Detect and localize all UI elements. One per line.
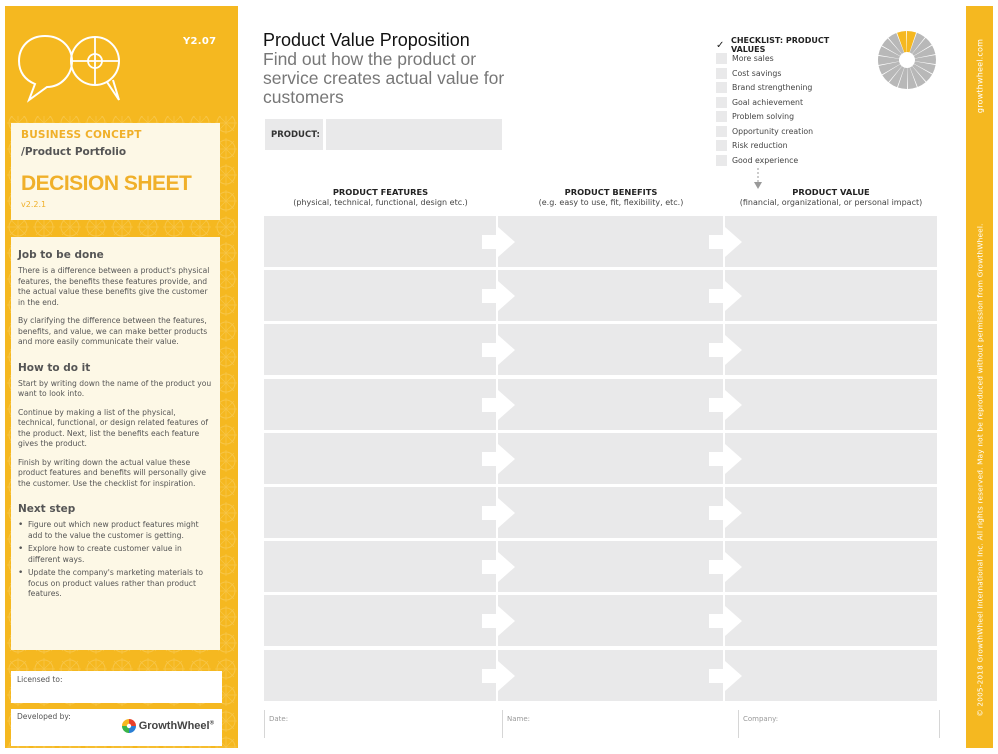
value-cell[interactable] bbox=[725, 487, 937, 538]
table-row bbox=[264, 487, 937, 538]
arrow-right-icon bbox=[482, 498, 516, 528]
job-paragraph: By clarifying the difference between the features, benefits, and value, we can make better products and more easily communicate their value. bbox=[18, 316, 208, 346]
page-title: Product Value Proposition bbox=[263, 30, 470, 50]
checkbox[interactable] bbox=[716, 53, 727, 64]
value-cell[interactable] bbox=[725, 216, 937, 267]
checklist-item[interactable]: Opportunity creation bbox=[716, 124, 866, 138]
checkbox[interactable] bbox=[716, 97, 727, 108]
arrow-right-icon bbox=[709, 281, 743, 311]
how-paragraph: Finish by writing down the actual value these product features and benefits will personally give the customer. Use the checklist for inspiration. bbox=[18, 457, 207, 488]
version-code: Y2.07 bbox=[183, 36, 217, 47]
date-field[interactable]: Date: bbox=[264, 710, 502, 738]
table-row bbox=[264, 433, 937, 484]
table-row bbox=[264, 541, 937, 592]
speech-bubbles-icon bbox=[15, 30, 130, 106]
arrow-right-icon bbox=[709, 335, 743, 365]
copyright-notice: © 2005-2018 GrowthWheel International Inc. All rights reserved. May not be reproduced without permission from GrowthWheel. bbox=[975, 223, 984, 717]
footer bbox=[264, 710, 940, 738]
benefit-cell[interactable] bbox=[498, 270, 723, 321]
company-field[interactable]: Company: bbox=[738, 710, 940, 738]
arrow-right-icon bbox=[709, 552, 743, 582]
column-header-features: PRODUCT FEATURES (physical, technical, functional, design etc.) bbox=[293, 187, 468, 207]
benefit-cell[interactable] bbox=[498, 216, 723, 267]
licensed-label: Licensed to: bbox=[17, 675, 63, 684]
feature-cell[interactable] bbox=[264, 650, 496, 701]
arrow-right-icon bbox=[482, 390, 516, 420]
arrow-right-icon bbox=[482, 606, 516, 636]
benefit-cell[interactable] bbox=[498, 541, 723, 592]
list-item: • Update the company's marketing materials to focus on product values rather than product features. bbox=[18, 568, 212, 600]
value-table bbox=[264, 216, 937, 700]
feature-cell[interactable] bbox=[264, 595, 496, 646]
value-cell[interactable] bbox=[725, 324, 937, 375]
checklist-item[interactable]: Cost savings bbox=[716, 66, 866, 80]
arrow-right-icon bbox=[709, 498, 743, 528]
checklist-item[interactable]: Risk reduction bbox=[716, 139, 866, 153]
feature-cell[interactable] bbox=[264, 270, 496, 321]
arrow-right-icon bbox=[709, 444, 743, 474]
instructions-box bbox=[11, 237, 220, 650]
arrow-right-icon bbox=[709, 661, 743, 691]
benefit-cell[interactable] bbox=[498, 379, 723, 430]
checkbox[interactable] bbox=[716, 140, 727, 151]
checklist-item[interactable]: Problem solving bbox=[716, 110, 866, 124]
checkmark-icon: ✓ bbox=[716, 39, 725, 51]
arrow-right-icon bbox=[709, 227, 743, 257]
checkbox[interactable] bbox=[716, 155, 727, 166]
checklist-item[interactable]: Good experience bbox=[716, 153, 866, 167]
concept-label: BUSINESS CONCEPT bbox=[21, 129, 142, 141]
benefit-cell[interactable] bbox=[498, 433, 723, 484]
value-cell[interactable] bbox=[725, 650, 937, 701]
product-label: PRODUCT: bbox=[265, 119, 323, 150]
column-header-value: PRODUCT VALUE (financial, organizational, or personal impact) bbox=[739, 187, 923, 207]
checkbox[interactable] bbox=[716, 68, 727, 79]
feature-cell[interactable] bbox=[264, 487, 496, 538]
concept-sub: /Product Portfolio bbox=[21, 146, 127, 158]
developed-by-box bbox=[11, 709, 222, 746]
arrow-right-icon bbox=[709, 390, 743, 420]
arrow-right-icon bbox=[482, 661, 516, 691]
growthwheel-brand-text: GrowthWheel® bbox=[138, 720, 214, 732]
table-row bbox=[264, 216, 937, 267]
growthwheel-wheel-icon bbox=[122, 719, 136, 733]
next-steps-list bbox=[18, 520, 212, 600]
table-row bbox=[264, 379, 937, 430]
benefit-cell[interactable] bbox=[498, 595, 723, 646]
product-values-checklist bbox=[716, 36, 866, 167]
list-item: • Explore how to create customer value in different ways. bbox=[18, 544, 212, 565]
value-cell[interactable] bbox=[725, 270, 937, 321]
how-paragraph: Start by writing down the name of the product you want to look into. bbox=[18, 378, 212, 398]
left-panel bbox=[5, 6, 238, 748]
licensed-to-field[interactable] bbox=[11, 671, 222, 703]
feature-cell[interactable] bbox=[264, 324, 496, 375]
table-row bbox=[264, 595, 937, 646]
checklist-item[interactable]: Brand strengthening bbox=[716, 81, 866, 95]
checkbox[interactable] bbox=[716, 126, 727, 137]
concept-box bbox=[11, 123, 220, 220]
value-wheel-icon bbox=[877, 30, 937, 90]
checklist-item[interactable]: Goal achievement bbox=[716, 95, 866, 109]
value-cell[interactable] bbox=[725, 595, 937, 646]
sheet-version: v2.2.1 bbox=[21, 200, 47, 209]
benefit-cell[interactable] bbox=[498, 487, 723, 538]
table-row bbox=[264, 650, 937, 701]
site-url: growthwheel.com bbox=[975, 38, 984, 114]
checkbox[interactable] bbox=[716, 82, 727, 93]
benefit-cell[interactable] bbox=[498, 324, 723, 375]
table-row bbox=[264, 270, 937, 321]
feature-cell[interactable] bbox=[264, 433, 496, 484]
table-row bbox=[264, 324, 937, 375]
value-cell[interactable] bbox=[725, 541, 937, 592]
list-item: • Figure out which new product features might add to the value the customer is getting. bbox=[18, 520, 212, 541]
arrow-right-icon bbox=[709, 606, 743, 636]
name-field[interactable]: Name: bbox=[502, 710, 738, 738]
arrow-right-icon bbox=[482, 335, 516, 365]
checklist-title-text: CHECKLIST: PRODUCT VALUES bbox=[730, 36, 830, 54]
job-heading: Job to be done bbox=[18, 249, 104, 261]
feature-cell[interactable] bbox=[264, 216, 496, 267]
next-heading: Next step bbox=[18, 503, 76, 515]
checklist-title bbox=[716, 36, 866, 54]
decision-sheet-title: DECISION SHEET bbox=[21, 172, 192, 195]
arrow-right-icon bbox=[482, 552, 516, 582]
how-paragraph: Continue by making a list of the physical, technical, functional, or design related features of the product. Next, list the benefits each feature gives the product. bbox=[18, 407, 209, 448]
right-stripe bbox=[966, 6, 993, 748]
job-paragraph: There is a difference between a product's physical features, the benefits these features provide, and the actual value these benefits give the customer in the end. bbox=[18, 266, 210, 307]
arrow-right-icon bbox=[482, 281, 516, 311]
feature-cell[interactable] bbox=[264, 541, 496, 592]
arrow-right-icon bbox=[482, 444, 516, 474]
benefit-cell[interactable] bbox=[498, 650, 723, 701]
value-cell[interactable] bbox=[725, 433, 937, 484]
growthwheel-logo bbox=[122, 719, 214, 733]
feature-cell[interactable] bbox=[264, 379, 496, 430]
product-input[interactable] bbox=[326, 119, 502, 150]
checkbox[interactable] bbox=[716, 111, 727, 122]
value-cell[interactable] bbox=[725, 379, 937, 430]
how-heading: How to do it bbox=[18, 361, 91, 374]
page-subtitle: Find out how the product or service creates actual value for customers bbox=[263, 49, 505, 107]
checklist-item[interactable]: More sales bbox=[716, 52, 866, 66]
developed-label: Developed by: bbox=[17, 712, 71, 721]
column-header-benefits: PRODUCT BENEFITS (e.g. easy to use, fit, flexibility, etc.) bbox=[538, 187, 684, 207]
arrow-right-icon bbox=[482, 227, 516, 257]
